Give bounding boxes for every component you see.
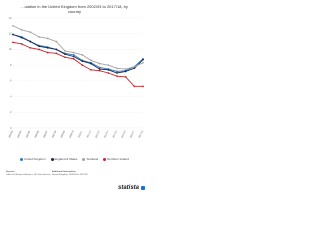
data-point xyxy=(116,75,118,77)
x-tick-label: 2004/05 xyxy=(26,130,32,139)
data-point xyxy=(64,50,66,52)
data-point xyxy=(90,63,92,65)
x-tick-label: 2008/09 xyxy=(60,130,66,139)
legend-marker-icon xyxy=(51,158,54,161)
data-point xyxy=(73,54,75,56)
y-tick-label: 14 xyxy=(8,16,12,20)
data-point xyxy=(116,72,118,74)
data-point xyxy=(90,69,92,71)
data-point xyxy=(133,85,135,87)
legend-marker-icon xyxy=(82,158,85,161)
data-point xyxy=(142,85,144,87)
data-point xyxy=(116,71,118,73)
info-text: United Kingdom; 2002/03 to 2017/18 xyxy=(52,174,88,176)
data-point xyxy=(125,76,127,78)
source-label: Sources xyxy=(6,171,15,173)
x-tick-label: 2009/10 xyxy=(69,130,75,139)
chart-title-line2: country xyxy=(67,9,82,14)
data-point xyxy=(125,68,127,70)
data-point xyxy=(107,69,109,71)
x-tick-label: 2002/03 xyxy=(8,130,14,139)
y-tick-label: 8 xyxy=(10,63,12,67)
data-point xyxy=(47,52,49,54)
data-point xyxy=(12,25,14,27)
data-point xyxy=(99,67,101,69)
x-tick-label: 2015/16 xyxy=(121,130,127,139)
x-tick-label: 2003/04 xyxy=(17,130,23,139)
data-point xyxy=(12,34,14,36)
data-point xyxy=(29,41,31,43)
data-point xyxy=(99,63,101,65)
data-point xyxy=(64,53,66,55)
y-tick-label: 12 xyxy=(8,32,12,36)
series-line xyxy=(13,35,143,72)
data-point xyxy=(107,72,109,74)
x-tick-label: 2012/13 xyxy=(95,130,101,139)
data-point xyxy=(47,47,49,49)
legend-item[interactable] xyxy=(51,157,78,161)
data-point xyxy=(55,52,57,54)
legend-marker-icon xyxy=(20,158,23,161)
y-tick-label: 0 xyxy=(10,126,12,130)
data-point xyxy=(73,58,75,60)
data-point xyxy=(12,41,14,43)
data-point xyxy=(38,49,40,51)
data-point xyxy=(116,67,118,69)
data-point xyxy=(47,38,49,40)
data-point xyxy=(133,67,135,69)
legend-marker-icon xyxy=(103,158,106,161)
data-point xyxy=(21,29,23,31)
y-tick-label: 2 xyxy=(10,111,12,115)
series-line xyxy=(13,42,143,86)
data-point xyxy=(81,60,83,62)
legend-label: United Kingdom xyxy=(24,157,46,161)
data-point xyxy=(99,68,101,70)
statista-logo-icon xyxy=(141,186,145,190)
data-point xyxy=(142,59,144,61)
y-tick-label: 10 xyxy=(8,48,12,52)
y-tick-label: 6 xyxy=(10,79,12,83)
additional-info xyxy=(52,171,112,177)
data-point xyxy=(81,64,83,66)
data-point xyxy=(21,43,23,45)
data-point xyxy=(29,31,31,33)
brand-logo[interactable]: statista xyxy=(118,185,140,191)
x-tick-label: 2007/08 xyxy=(52,130,58,139)
data-point xyxy=(81,54,83,56)
series-line xyxy=(13,26,143,69)
legend-label: Scotland xyxy=(86,157,99,161)
data-point xyxy=(125,71,127,73)
data-point xyxy=(55,41,57,43)
data-point xyxy=(55,49,57,51)
legend-item[interactable] xyxy=(103,157,129,161)
data-point xyxy=(29,47,31,49)
data-point xyxy=(64,56,66,58)
x-tick-label: 2013/14 xyxy=(104,130,110,139)
data-point xyxy=(73,52,75,54)
x-tick-label: 2017/18 xyxy=(138,130,144,139)
x-tick-label: 2005/06 xyxy=(34,130,40,139)
line-chart xyxy=(0,0,149,198)
legend-label: England & Wales xyxy=(54,157,78,161)
x-tick-label: 2014/15 xyxy=(112,130,118,139)
x-tick-label: 2016/17 xyxy=(130,130,136,139)
data-point xyxy=(21,37,23,39)
y-tick-label: 4 xyxy=(10,95,12,99)
source-text: Office for National Statistics; UK Data Service; ... xyxy=(6,174,54,176)
data-point xyxy=(38,45,40,47)
data-point xyxy=(107,64,109,66)
data-point xyxy=(142,62,144,64)
legend-label: Northern Ireland xyxy=(107,157,129,161)
data-point xyxy=(99,70,101,72)
data-point xyxy=(90,60,92,62)
data-point xyxy=(38,36,40,38)
data-point xyxy=(73,56,75,58)
data-point xyxy=(133,66,135,68)
x-tick-label: 2010/11 xyxy=(78,130,84,139)
legend-item[interactable] xyxy=(20,157,45,161)
info-label: Additional Information: xyxy=(52,171,77,173)
chart-title: ...ulation in the United Kingdom from 2002/03 to 2017/18, by xyxy=(21,4,128,9)
chart-legend xyxy=(0,157,149,161)
legend-item[interactable] xyxy=(82,157,98,161)
x-tick-label: 2011/12 xyxy=(86,130,92,139)
x-tick-label: 2006/07 xyxy=(43,130,49,139)
